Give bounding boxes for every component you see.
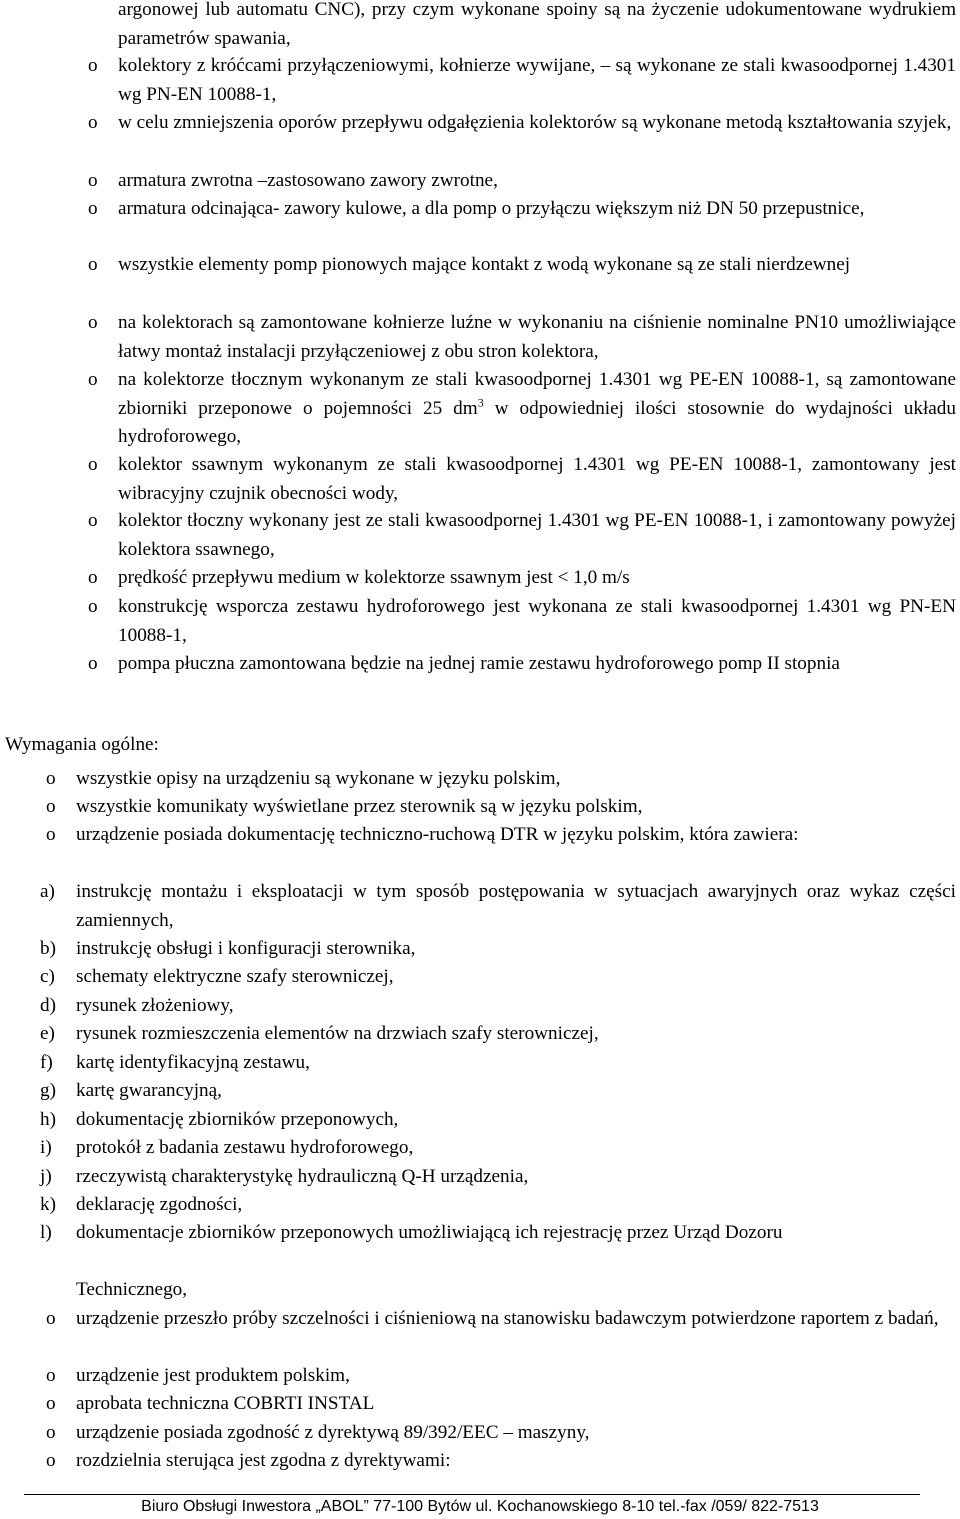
list-item: o wszystkie opisy na urządzeniu są wykonane w języku polskim, (46, 768, 561, 789)
lettered-item-continuation: Technicznego, (76, 1279, 188, 1300)
section-heading: Wymagania ogólne: (5, 734, 159, 755)
lettered-item: h) dokumentację zbiorników przeponowych, (40, 1109, 399, 1130)
list-item: o w celu zmniejszenia oporów przepływu odgałęzienia kolektorów są wykonane metodą kształtowania szyjek, (88, 112, 952, 133)
lettered-item: e) rysunek rozmieszczenia elementów na drzwiach szafy sterowniczej, (40, 1023, 599, 1044)
list-item: o armatura odcinająca- zawory kulowe, a dla pomp o przyłączu większym niż DN 50 przepustnice, (88, 198, 865, 219)
list-item: o aprobata techniczna COBRTI INSTAL (46, 1393, 375, 1414)
list-item: o konstrukcję wsporcza zestawu hydroforowego jest wykonana ze stali kwasoodpornej 1.4301 wg PN-EN 10088-1, (88, 596, 956, 646)
list-item: o urządzenie przeszło próby szczelności i ciśnieniową na stanowisku badawczym potwierdzone raportem z badań, (46, 1308, 939, 1329)
lettered-item: f) kartę identyfikacyjną zestawu, (40, 1052, 310, 1073)
list-item: o na kolektorze tłocznym wykonanym ze stali kwasoodpornej 1.4301 wg PE-EN 10088-1, są zamontowane zbiorniki przeponowe o pojemności 25 $dm^3$ w odpowiedniej ilości stosownie do wydajności układu hydroforowego, (88, 369, 956, 448)
list-item: o pompa płuczna zamontowana będzie na jednej ramie zestawu hydroforowego pomp II stopnia (88, 653, 840, 674)
list-item: o urządzenie posiada dokumentację techniczno-ruchową DTR w języku polskim, która zawiera: (46, 824, 799, 845)
lettered-item: d) rysunek złożeniowy, (40, 995, 234, 1016)
continued-paragraph: argonowej lub automatu CNC), przy czym wykonane spoiny są na życzenie udokumentowane wydrukiem parametrów spawania, (118, 0, 956, 49)
page-footer: Biuro Obsługi Inwestora „ABOL” 77-100 Bytów ul. Kochanowskiego 8-10 tel.-fax /059/ 822-7513 (141, 1498, 819, 1515)
lettered-item: k) deklarację zgodności, (40, 1194, 243, 1215)
footer-divider (24, 1494, 920, 1495)
list-item: o rozdzielnia sterująca jest zgodna z dyrektywami: (46, 1450, 451, 1471)
lettered-item: c) schematy elektryczne szafy sterowniczej, (40, 966, 394, 987)
list-item: o wszystkie komunikaty wyświetlane przez sterownik są w języku polskim, (46, 796, 643, 817)
list-item: o armatura zwrotna –zastosowano zawory zwrotne, (88, 170, 498, 191)
lettered-item: l) dokumentacje zbiorników przeponowych umożliwiającą ich rejestrację przez Urząd Dozoru (40, 1222, 783, 1243)
lettered-item: a) instrukcję montażu i eksploatacji w tym sposób postępowania w sytuacjach awaryjnych oraz wykaz części zamiennych, (40, 881, 956, 931)
list-item: o wszystkie elementy pomp pionowych mające kontakt z wodą wykonane są ze stali nierdzewnej (88, 254, 851, 275)
lettered-item: b) instrukcję obsługi i konfiguracji sterownika, (40, 938, 416, 959)
list-item: o kolektor tłoczny wykonany jest ze stali kwasoodpornej 1.4301 wg PE-EN 10088-1, i zamontowany powyżej kolektora ssawnego, (88, 510, 956, 560)
list-item: o kolektory z króćcami przyłączeniowymi, kołnierze wywijane, – są wykonane ze stali kwasoodpornej 1.4301 wg PN-EN 10088-1, (88, 55, 956, 105)
lettered-item: i) protokół z badania zestawu hydroforowego, (40, 1137, 414, 1158)
list-item: o prędkość przepływu medium w kolektorze ssawnym jest < 1,0 m/s (88, 567, 630, 588)
list-item: o urządzenie posiada zgodność z dyrektywą 89/392/EEC – maszyny, (46, 1422, 590, 1443)
lettered-item: j) rzeczywistą charakterystykę hydrauliczną Q-H urządzenia, (40, 1166, 529, 1187)
list-item: o urządzenie jest produktem polskim, (46, 1365, 350, 1386)
lettered-item: g) kartę gwarancyjną, (40, 1080, 222, 1101)
list-item: o kolektor ssawnym wykonanym ze stali kwasoodpornej 1.4301 wg PE-EN 10088-1, zamontowany jest wibracyjny czujnik obecności wody, (88, 454, 956, 504)
list-item: o na kolektorach są zamontowane kołnierze luźne w wykonaniu na ciśnienie nominalne PN10 umożliwiające łatwy montaż instalacji przyłączeniowej z obu stron kolektora, (88, 312, 956, 362)
